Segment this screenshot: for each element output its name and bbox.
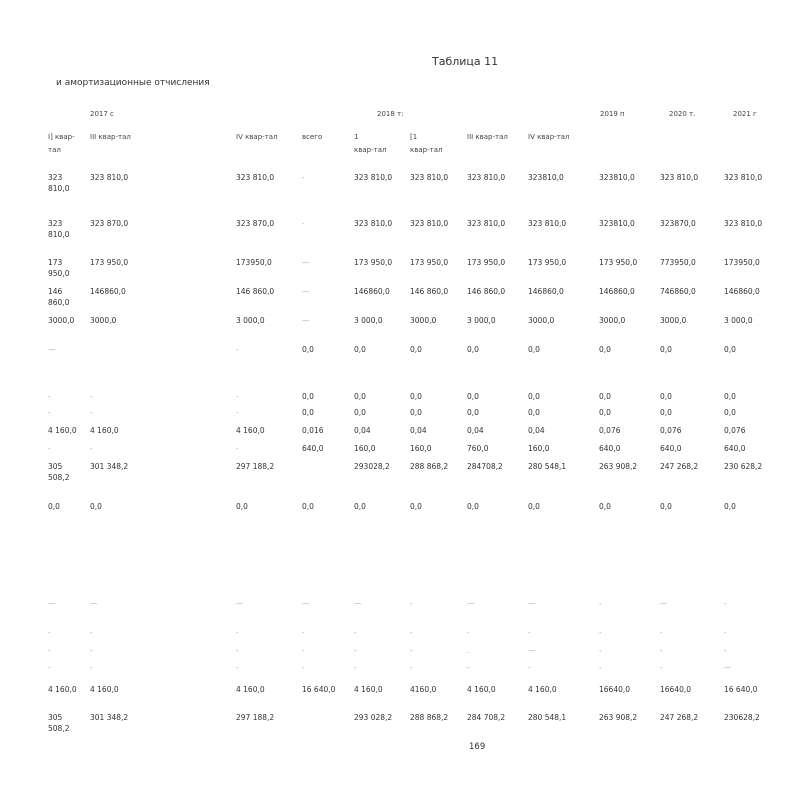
table-cell: 146 860,0: [467, 287, 506, 296]
table-cell: 305 508,2: [48, 713, 70, 733]
column-header: IV квар-тал: [236, 133, 278, 141]
table-cell: 0,0: [410, 408, 422, 417]
table-cell: -: [599, 628, 602, 637]
table-cell: 323 810,0: [410, 173, 449, 182]
table-cell: -: [90, 628, 93, 637]
table-cell: 146860,0: [528, 287, 564, 296]
table-cell: 0,0: [467, 502, 479, 511]
table-cell: 0,0: [302, 392, 314, 401]
table-cell: 0,0: [528, 345, 540, 354]
column-header: [1 квар-тал: [410, 133, 443, 154]
table-cell: -: [236, 408, 239, 417]
table-cell: 0,0: [410, 345, 422, 354]
table-cell: —: [48, 599, 56, 608]
table-cell: 280 548,1: [528, 462, 567, 471]
table-cell: 323810,0: [528, 173, 564, 182]
table-cell: 3000,0: [599, 316, 626, 325]
table-cell: 4 160,0: [48, 685, 77, 694]
table-cell: 0,016: [302, 426, 324, 435]
table-cell: 247 268,2: [660, 713, 699, 722]
table-cell: 146 860,0: [48, 287, 70, 307]
table-cell: 16 640,0: [302, 685, 336, 694]
table-cell: —: [302, 316, 310, 325]
table-cell: -: [48, 408, 51, 417]
table-cell: 0,0: [302, 408, 314, 417]
table-cell: -: [48, 663, 51, 672]
table-cell: 0,0: [354, 392, 366, 401]
table-cell: 146860,0: [354, 287, 390, 296]
table-cell: 0,04: [528, 426, 545, 435]
year-header-2020: 2020 т.: [669, 110, 696, 118]
table-cell: 0,076: [660, 426, 682, 435]
table-cell: 773950,0: [660, 258, 696, 267]
table-cell: 247 268,2: [660, 462, 699, 471]
table-cell: -: [410, 646, 413, 655]
table-cell: 173 950,0: [599, 258, 638, 267]
table-cell: 263 908,2: [599, 462, 638, 471]
table-cell: 0,0: [354, 408, 366, 417]
table-cell: —: [724, 663, 732, 672]
table-cell: 0,0: [48, 502, 60, 511]
table-cell: 0,0: [724, 345, 736, 354]
table-cell: 0,0: [467, 345, 479, 354]
column-header: 1 квар-тал: [354, 133, 387, 154]
table-cell: -: [467, 663, 470, 672]
table-cell: —: [528, 599, 536, 608]
table-cell: 323 810,0: [724, 219, 763, 228]
table-cell: 263 908,2: [599, 713, 638, 722]
table-cell: 0,0: [410, 502, 422, 511]
table-cell: 0,0: [528, 392, 540, 401]
table-cell: -: [90, 444, 93, 453]
table-cell: —: [90, 599, 98, 608]
table-cell: 0,0: [724, 392, 736, 401]
table-cell: -: [302, 219, 305, 228]
table-cell: —: [660, 599, 668, 608]
table-cell: 4 160,0: [90, 685, 119, 694]
table-cell: -: [48, 646, 51, 655]
table-cell: -: [724, 628, 727, 637]
table-cell: 3000,0: [90, 316, 117, 325]
table-cell: 4 160,0: [236, 685, 265, 694]
table-cell: 0,0: [302, 345, 314, 354]
table-cell: 0,0: [90, 502, 102, 511]
table-cell: 4 160,0: [354, 685, 383, 694]
table-cell: 173 950,0: [528, 258, 567, 267]
table-cell: -: [528, 663, 531, 672]
table-cell: —: [302, 599, 310, 608]
year-header-2018: 2018 т:: [377, 110, 404, 118]
table-cell: 0,04: [354, 426, 371, 435]
table-cell: -: [354, 663, 357, 672]
table-cell: 0,0: [302, 502, 314, 511]
table-cell: 301 348,2: [90, 713, 129, 722]
table-cell: 305 508,2: [48, 462, 70, 482]
table-cell: 280 548,1: [528, 713, 567, 722]
table-cell: 0,0: [660, 408, 672, 417]
table-cell: 0,0: [599, 392, 611, 401]
table-cell: -: [354, 628, 357, 637]
year-header-2021: 2021 г: [733, 110, 757, 118]
table-cell: -: [236, 628, 239, 637]
table-cell: 160,0: [354, 444, 376, 453]
table-cell: 0,0: [599, 345, 611, 354]
table-cell: 16 640,0: [724, 685, 758, 694]
table-cell: 146 860,0: [236, 287, 275, 296]
table-cell: 0,0: [660, 392, 672, 401]
table-cell: —: [354, 599, 362, 608]
table-cell: 3 000,0: [467, 316, 496, 325]
table-cell: -: [236, 392, 239, 401]
table-cell: -: [90, 663, 93, 672]
table-subtitle: и амортизационные отчисления: [56, 78, 210, 88]
table-cell: 0,076: [599, 426, 621, 435]
table-cell: 173 950,0: [354, 258, 393, 267]
table-cell: 0,0: [724, 502, 736, 511]
table-cell: -: [660, 628, 663, 637]
table-cell: 4 160,0: [528, 685, 557, 694]
table-cell: -: [599, 599, 602, 608]
table-cell: 284708,2: [467, 462, 503, 471]
table-cell: 0,0: [599, 502, 611, 511]
table-cell: 0,0: [410, 392, 422, 401]
table-cell: 230628,2: [724, 713, 760, 722]
table-cell: -: [410, 663, 413, 672]
table-cell: 4 160,0: [48, 426, 77, 435]
table-cell: 146860,0: [724, 287, 760, 296]
table-cell: 0,0: [528, 502, 540, 511]
table-cell: -: [236, 444, 239, 453]
year-header-2017: 2017 с: [90, 110, 114, 118]
table-cell: 4160,0: [410, 685, 437, 694]
table-cell: 0,0: [467, 392, 479, 401]
table-cell: 297 188,2: [236, 713, 275, 722]
table-cell: 323810,0: [599, 173, 635, 182]
table-cell: -: [467, 628, 470, 637]
table-cell: —: [302, 258, 310, 267]
table-cell: 173950,0: [724, 258, 760, 267]
table-cell: -: [236, 646, 239, 655]
table-cell: 323 870,0: [90, 219, 129, 228]
table-cell: -: [599, 646, 602, 655]
table-cell: 0,04: [410, 426, 427, 435]
table-cell: 3000,0: [410, 316, 437, 325]
table-cell: 323 810,0: [48, 219, 70, 239]
table-cell: 288 868,2: [410, 713, 449, 722]
table-cell: 146860,0: [90, 287, 126, 296]
table-cell: 3000,0: [48, 316, 75, 325]
table-cell: 173 950,0: [410, 258, 449, 267]
table-cell: 323 810,0: [467, 219, 506, 228]
table-cell: 160,0: [528, 444, 550, 453]
table-cell: 230 628,2: [724, 462, 763, 471]
table-cell: 640,0: [599, 444, 621, 453]
table-cell: 323 810,0: [467, 173, 506, 182]
column-header: III квар-тал: [90, 133, 131, 141]
table-cell: 0,0: [599, 408, 611, 417]
table-cell: 323 810,0: [724, 173, 763, 182]
table-cell: -: [90, 646, 93, 655]
table-cell: —: [467, 599, 475, 608]
table-cell: 0,0: [528, 408, 540, 417]
table-cell: 297 188,2: [236, 462, 275, 471]
table-cell: 0,0: [236, 502, 248, 511]
table-cell: 0,0: [660, 345, 672, 354]
table-cell: 293028,2: [354, 462, 390, 471]
table-cell: 3000,0: [660, 316, 687, 325]
table-cell: 323 870,0: [236, 219, 275, 228]
table-cell: 640,0: [724, 444, 746, 453]
year-header-2019: 2019 п: [600, 110, 625, 118]
table-cell: 4 160,0: [467, 685, 496, 694]
table-cell: 323 810,0: [528, 219, 567, 228]
table-cell: 0,04: [467, 426, 484, 435]
table-cell: 0,0: [354, 345, 366, 354]
table-cell: 3 000,0: [354, 316, 383, 325]
table-cell: -: [90, 408, 93, 417]
table-cell: —: [302, 287, 310, 296]
table-cell: 323 810,0: [354, 173, 393, 182]
table-cell: 3000,0: [528, 316, 555, 325]
table-cell: 173 950,0: [467, 258, 506, 267]
table-cell: 301 348,2: [90, 462, 129, 471]
table-cell: -: [724, 646, 727, 655]
table-cell: 323 810,0: [48, 173, 70, 193]
table-cell: -: [48, 392, 51, 401]
column-header: III квар-тал: [467, 133, 508, 141]
table-cell: 323 810,0: [410, 219, 449, 228]
table-cell: 323 810,0: [660, 173, 699, 182]
table-cell: 0,0: [660, 502, 672, 511]
table-cell: -: [528, 628, 531, 637]
table-cell: -: [302, 173, 305, 182]
table-cell: 16640,0: [660, 685, 692, 694]
table-cell: -: [90, 392, 93, 401]
column-header: IV квар-тал: [528, 133, 570, 141]
table-cell: 0,076: [724, 426, 746, 435]
column-header: I] квар- тал: [48, 133, 75, 154]
table-cell: 0,0: [724, 408, 736, 417]
table-cell: 173 950,0: [90, 258, 129, 267]
table-cell: -: [48, 444, 51, 453]
table-cell: -: [410, 628, 413, 637]
table-cell: —: [528, 646, 536, 655]
table-cell: 173950,0: [236, 258, 272, 267]
table-cell: -: [724, 599, 727, 608]
table-cell: 173 950,0: [48, 258, 70, 278]
table-cell: -: [660, 663, 663, 672]
table-cell: -: [236, 345, 239, 354]
table-cell: 0,0: [467, 408, 479, 417]
table-cell: 293 028,2: [354, 713, 393, 722]
table-cell: 160,0: [410, 444, 432, 453]
table-cell: —: [236, 599, 244, 608]
table-cell: 284 708,2: [467, 713, 506, 722]
table-cell: 4 160,0: [90, 426, 119, 435]
table-cell: 746860,0: [660, 287, 696, 296]
table-cell: 323810,0: [599, 219, 635, 228]
table-cell: -: [302, 663, 305, 672]
table-cell: 0,0: [354, 502, 366, 511]
table-cell: -: [48, 628, 51, 637]
table-cell: -: [354, 646, 357, 655]
table-cell: -: [599, 663, 602, 672]
table-title: Таблица 11: [432, 55, 499, 68]
table-cell: 760,0: [467, 444, 489, 453]
table-cell: 640,0: [660, 444, 682, 453]
table-cell: 146 860,0: [410, 287, 449, 296]
table-cell: 323 810,0: [354, 219, 393, 228]
table-cell: 323 810,0: [236, 173, 275, 182]
column-header: всего: [302, 133, 323, 141]
table-cell: 3 000,0: [724, 316, 753, 325]
table-cell: .: [467, 646, 470, 655]
table-cell: 323870,0: [660, 219, 696, 228]
table-cell: -: [236, 663, 239, 672]
table-cell: 146860,0: [599, 287, 635, 296]
table-cell: -: [302, 628, 305, 637]
table-cell: 288 868,2: [410, 462, 449, 471]
table-cell: 323 810,0: [90, 173, 129, 182]
table-cell: -: [660, 646, 663, 655]
table-cell: —: [48, 345, 56, 354]
table-cell: 3 000,0: [236, 316, 265, 325]
page-number: 169: [469, 742, 486, 752]
table-cell: -: [302, 646, 305, 655]
table-cell: 16640,0: [599, 685, 631, 694]
table-cell: 4 160,0: [236, 426, 265, 435]
table-cell: -: [410, 599, 413, 608]
table-cell: 640,0: [302, 444, 324, 453]
